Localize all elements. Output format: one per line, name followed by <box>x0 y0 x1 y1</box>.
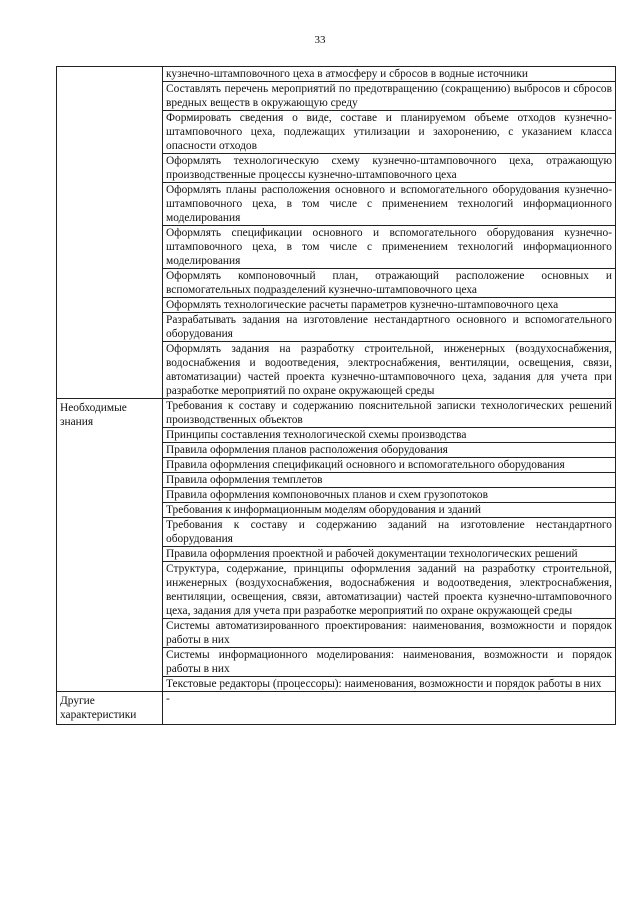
list-item: Разрабатывать задания на изготовление нестандартного основного и вспомогательного оборудования <box>163 313 615 342</box>
list-item: Принципы составления технологической схемы производства <box>163 428 615 443</box>
list-item: Оформлять задания на разработку строительной, инженерных (воздухоснабжения, водоснабжения и водоотведения, электроснабжения, вентиляции, освещения, связи, автоматизации) частей проекта кузнечно-штамповочного цеха, задания для учета при разработке мероприятий по охране окружающей среды <box>166 343 612 397</box>
list-item: кузнечно-штамповочного цеха в атмосферу и сбросов в водные источники <box>163 67 615 82</box>
list-item: Оформлять компоновочный план, отражающий расположение основных и вспомогательных подразделений кузнечно-штамповочного цеха <box>163 269 615 298</box>
list-item: - <box>166 693 170 705</box>
table-row <box>57 692 616 725</box>
list-item: Правила оформления темплетов <box>163 473 615 488</box>
list-item: Текстовые редакторы (процессоры): наименования, возможности и порядок работы в них <box>166 678 602 690</box>
list-item: Оформлять планы расположения основного и вспомогательного оборудования кузнечно-штамповочного цеха, в том числе с применением технологий информационного моделирования <box>163 183 615 226</box>
row-items <box>163 399 616 692</box>
row-label: Необходимые знания <box>57 399 163 692</box>
list-item: Оформлять спецификации основного и вспомогательного оборудования кузнечно-штамповочного цеха, в том числе с применением технологий информационного моделирования <box>163 226 615 269</box>
row-label <box>57 67 163 399</box>
list-item: Формировать сведения о виде, составе и планируемом объеме отходов кузнечно-штамповочного цеха, подлежащих утилизации и захоронению, с указанием класса опасности отходов <box>163 111 615 154</box>
list-item: Оформлять технологические расчеты параметров кузнечно-штамповочного цеха <box>163 298 615 313</box>
list-item: Правила оформления планов расположения оборудования <box>163 443 615 458</box>
list-item: Правила оформления спецификаций основного и вспомогательного оборудования <box>163 458 615 473</box>
table-row <box>57 67 616 399</box>
list-item: Требования к информационным моделям оборудования и зданий <box>163 503 615 518</box>
list-item: Системы информационного моделирования: наименования, возможности и порядок работы в них <box>163 648 615 677</box>
table-row <box>57 399 616 692</box>
list-item: Требования к составу и содержанию заданий на изготовление нестандартного оборудования <box>163 518 615 547</box>
page-number: 33 <box>314 34 326 46</box>
list-item: Требования к составу и содержанию пояснительной записки технологических решений производственных объектов <box>163 399 615 428</box>
list-item: Структура, содержание, принципы оформления заданий на разработку строительной, инженерных (воздухоснабжения, водоснабжения и водоотведения, электроснабжения, вентиляции, освещения, связи, автоматизации) частей проекта кузнечно-штамповочного цеха, задания для учета при разработке мероприятий по охране окружающей среды <box>163 562 615 619</box>
list-item: Правила оформления проектной и рабочей документации технологических решений <box>163 547 615 562</box>
row-items <box>163 692 616 725</box>
row-label: Другие характеристики <box>57 692 163 725</box>
requirements-table <box>56 66 616 725</box>
list-item: Системы автоматизированного проектирования: наименования, возможности и порядок работы в них <box>163 619 615 648</box>
row-items <box>163 67 616 399</box>
list-item: Составлять перечень мероприятий по предотвращению (сокращению) выбросов и сбросов вредных веществ в окружающую среду <box>163 82 615 111</box>
list-item: Оформлять технологическую схему кузнечно-штамповочного цеха, отражающую производственные процессы кузнечно-штамповочного цеха <box>163 154 615 183</box>
list-item: Правила оформления компоновочных планов и схем грузопотоков <box>163 488 615 503</box>
